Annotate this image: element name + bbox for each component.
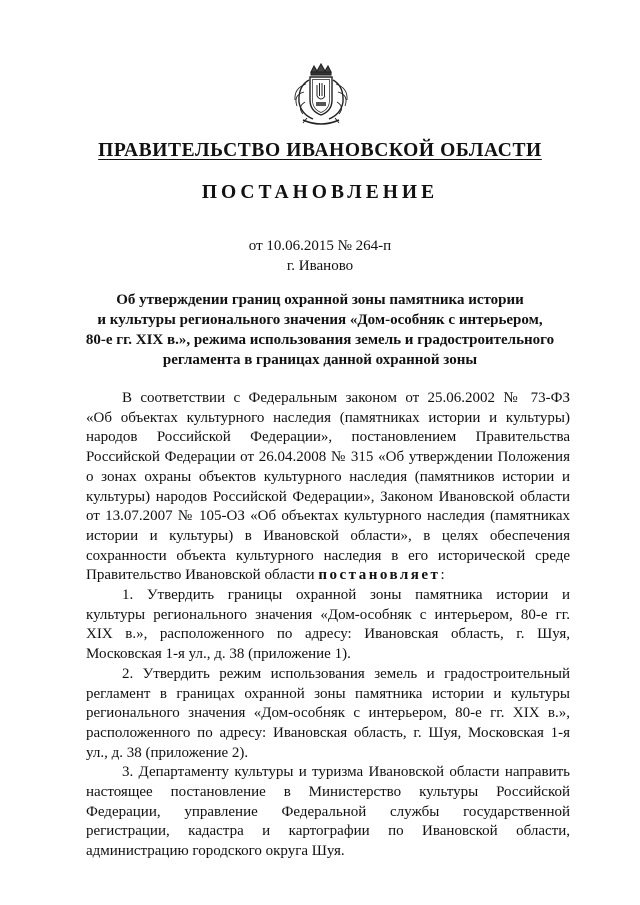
item-2-line: регламент в границах охранной зоны памятника истории и культуры [86,685,570,702]
item-1-line: культуры регионального значения «Дом-особняк с интерьером, 80-е гг. [86,606,570,623]
organization-title: ПРАВИТЕЛЬСТВО ИВАНОВСКОЙ ОБЛАСТИ [98,140,542,161]
preamble-closing-text: Правительство Ивановской области [86,567,319,584]
preamble-line: В соответствии с Федеральным законом от 25.06.2002 № 73-ФЗ [122,390,570,406]
subject-line: и культуры регионального значения «Дом-особняк с интерьером, [97,312,543,328]
preamble-line: сохранности объекта культурного наследия в его исторической среде [86,547,570,564]
item-1-line: 1. Утвердить границы охранной зоны памятника истории и [122,587,570,604]
item-3-line: настоящее постановление в Министерство культуры Российской [86,784,570,801]
preamble-line: о зонах охраны объектов культурного наследия (памятников истории и [86,468,570,485]
subject-line: 80-е гг. XIX в.», режима использования земель и градостроительного [85,332,555,348]
item-2-line: ул., д. 38 (приложение 2). [86,744,249,761]
subject-line: регламента в границах данной охранной зоны [162,352,478,368]
document-city: г. Иваново [286,258,354,274]
document-subject [70,290,570,370]
document-date-number: от 10.06.2015 № 264-п [248,238,392,254]
item-2-line: 2. Утвердить режим использования земель и градостроительный [122,665,570,682]
preamble-line: «Об объектах культурного наследия (памятниках истории и культуры) [86,409,570,426]
preamble-line: от 13.07.2007 № 105-ОЗ «Об объектах культурного наследия (памятниках [86,508,570,525]
item-2-line: расположенного по адресу: Ивановская область, г. Шуя, Московская 1-я [86,724,570,741]
preamble-closing-line [86,566,570,586]
item-3-line: администрацию городского округа Шуя. [86,843,345,860]
item-1-line: Московская 1-я ул., д. 38 (приложение 1). [86,646,351,663]
decree-colon: : [440,567,445,584]
document-body [86,389,570,862]
preamble-line: истории и культуры) в Ивановской области», в целях обеспечения [86,527,570,544]
item-3-line: Федерации, управление Федеральной службы государственной [86,803,570,820]
preamble-line: культуры) народов Российской Федерации», Законом Ивановской области [86,488,570,505]
item-1-line: XIX в.», расположенного по адресу: Ивановская область, г. Шуя, [86,626,570,643]
item-2-line: регионального значения «Дом-особняк с интерьером, 80-е гг. XIX в.», [86,705,570,722]
preamble-line: Российской Федерации от 26.04.2008 № 315 «Об утверждении Положения [86,449,570,466]
subject-line: Об утверждении границ охранной зоны памятника истории [116,292,524,308]
coat-of-arms-icon [289,62,353,130]
item-3-line: 3. Департаменту культуры и туризма Ивановской области направить [122,764,570,781]
document-type-heading: ПОСТАНОВЛЕНИЕ [201,182,439,203]
preamble-line: народов Российской Федерации», постановлением Правительства [86,429,570,446]
item-3-line: регистрации, кадастра и картографии по Ивановской области, [86,823,570,840]
decree-word: постановляет [318,567,441,584]
